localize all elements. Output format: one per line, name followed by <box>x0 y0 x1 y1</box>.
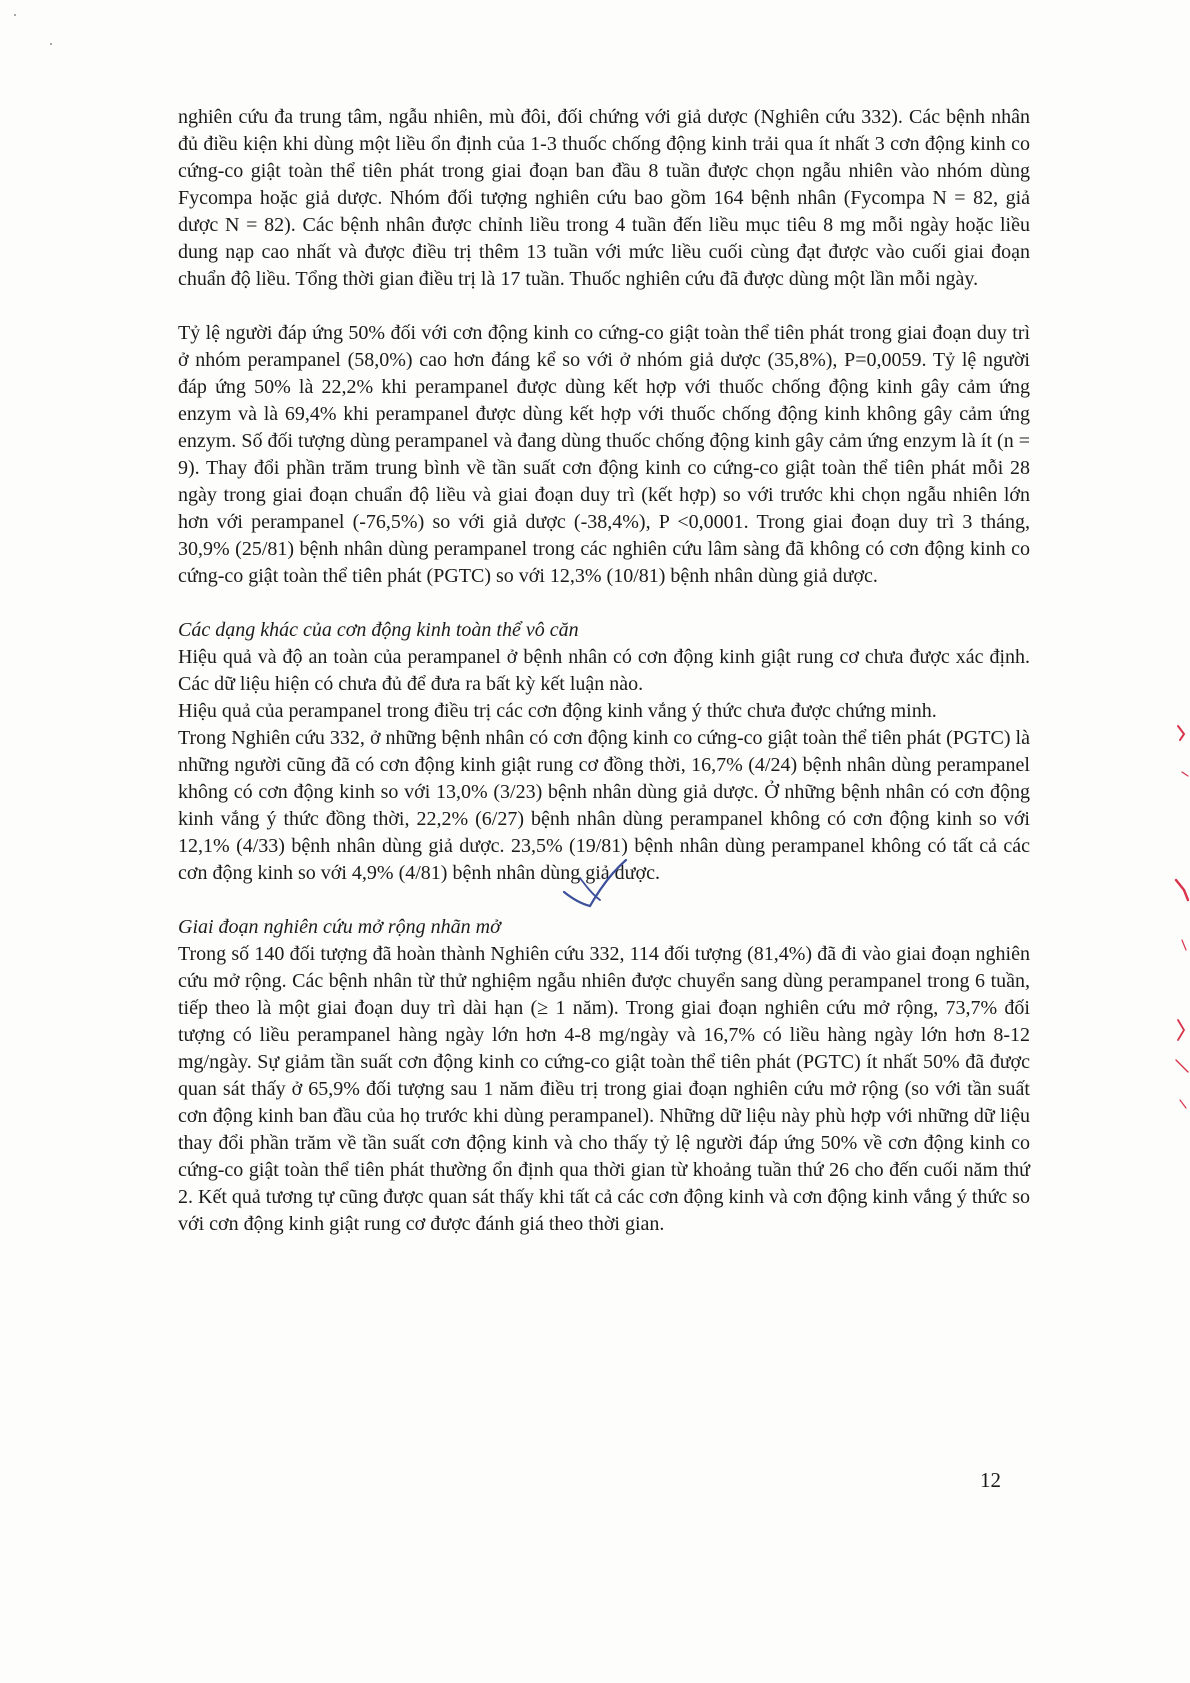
paragraph-myoclonic: Hiệu quả và độ an toàn của perampanel ở bệnh nhân có cơn động kinh giật rung cơ chưa được xác định. Các dữ liệu hiện có chưa đủ để đưa ra bất kỳ kết luận nào. <box>178 646 1030 695</box>
scan-dust-dot <box>50 43 52 45</box>
paragraph-study-design: nghiên cứu đa trung tâm, ngẫu nhiên, mù đôi, đối chứng với giả dược (Nghiên cứu 332). Các bệnh nhân đủ điều kiện khi dùng một liều ổn định của 1-3 thuốc chống động kinh trải qua ít nhất 3 cơn động kinh co cứng-co giật toàn thể tiên phát trong giai đoạn ban đầu 8 tuần được chọn ngẫu nhiên vào nhóm dùng Fycompa hoặc giả dược. Nhóm đối tượng nghiên cứu bao gồm 164 bệnh nhân (Fycompa N = 82, giả dược N = 82). Các bệnh nhân được chỉnh liều trong 4 tuần đến liều mục tiêu 8 mg mỗi ngày hoặc liều dung nạp cao nhất và được điều trị thêm 13 tuần với mức liều cuối cùng đạt được vào cuối giai đoạn chuẩn độ liều. Tổng thời gian điều trị là 17 tuần. Thuốc nghiên cứu đã được dùng một lần mỗi ngày. <box>178 106 1030 290</box>
section-heading-other-seizure-types: Các dạng khác của cơn động kinh toàn thể vô căn <box>178 619 579 641</box>
paragraph-study-332-results: Trong Nghiên cứu 332, ở những bệnh nhân có cơn động kinh co cứng-co giật toàn thể tiên phát (PGTC) là những người cũng đã có cơn động kinh giật rung cơ đồng thời, 16,7% (4/24) bệnh nhân dùng perampanel không có cơn động kinh so với 13,0% (3/23) bệnh nhân dùng giả dược. Ở những bệnh nhân có cơn động kinh vắng ý thức đồng thời, 22,2% (6/27) bệnh nhân dùng perampanel không có cơn động kinh so với 12,1% (4/33) bệnh nhân dùng giả dược. 23,5% (19/81) bệnh nhân dùng perampanel không có tất cả các cơn động kinh so với 4,9% (4/81) bệnh nhân dùng giả dược. <box>178 727 1030 884</box>
section-heading-open-label-extension: Giai đoạn nghiên cứu mở rộng nhãn mở <box>178 916 501 938</box>
paragraph-responder-rate: Tỷ lệ người đáp ứng 50% đối với cơn động kinh co cứng-co giật toàn thể tiên phát trong giai đoạn duy trì ở nhóm perampanel (58,0%) cao hơn đáng kể so với ở nhóm giả dược (35,8%), P=0,0059. Tỷ lệ người đáp ứng 50% là 22,2% khi perampanel được dùng kết hợp với thuốc chống động kinh gây cảm ứng enzym và là 69,4% khi perampanel được dùng kết hợp với thuốc chống động kinh không gây cảm ứng enzym. Số đối tượng dùng perampanel và đang dùng thuốc chống động kinh gây cảm ứng enzym là ít (n = 9). Thay đổi phần trăm trung bình về tần suất cơn động kinh co cứng-co giật toàn thể tiên phát mỗi 28 ngày trong giai đoạn chuẩn độ liều và giai đoạn duy trì (kết hợp) so với trước khi chọn ngẫu nhiên lớn hơn với perampanel (-76,5%) so với giả dược (-38,4%), P <0,0001. Trong giai đoạn duy trì 3 tháng, 30,9% (25/81) bệnh nhân dùng perampanel trong các nghiên cứu lâm sàng đã không có cơn động kinh co cứng-co giật toàn thể tiên phát (PGTC) so với 12,3% (10/81) bệnh nhân dùng giả dược. <box>178 322 1030 587</box>
paragraph-gap <box>178 590 1030 617</box>
red-edge-marks <box>1172 700 1190 1140</box>
scan-dust-dot <box>14 14 16 16</box>
paragraph-extension-results: Trong số 140 đối tượng đã hoàn thành Nghiên cứu 332, 114 đối tượng (81,4%) đã đi vào giai đoạn nghiên cứu mở rộng. Các bệnh nhân từ thử nghiệm ngẫu nhiên được chuyển sang dùng perampanel trong 6 tuần, tiếp theo là một giai đoạn duy trì dài hạn (≥ 1 năm). Trong giai đoạn nghiên cứu mở rộng, 73,7% đối tượng có liều perampanel hàng ngày lớn hơn 4-8 mg/ngày và 16,7% có liều hàng ngày lớn hơn 8-12 mg/ngày. Sự giảm tần suất cơn động kinh co cứng-co giật toàn thể tiên phát (PGTC) ít nhất 50% đã được quan sát thấy ở 65,9% đối tượng sau 1 năm điều trị trong giai đoạn nghiên cứu mở rộng (so với tần suất cơn động kinh ban đầu của họ trước khi dùng perampanel). Những dữ liệu này phù hợp với những dữ liệu thay đổi phần trăm về tần suất cơn động kinh và cho thấy tỷ lệ người đáp ứng 50% về cơn động kinh co cứng-co giật toàn thể tiên phát thường ổn định qua thời gian từ khoảng tuần thứ 26 cho đến cuối năm thứ 2. Kết quả tương tự cũng được quan sát thấy khi tất cả các cơn động kinh và cơn động kinh vắng ý thức so với cơn động kinh giật rung cơ được đánh giá theo thời gian. <box>178 943 1030 1235</box>
document-body <box>178 104 1030 1238</box>
page-number: 12 <box>980 1468 1001 1492</box>
paragraph-gap <box>178 293 1030 320</box>
pen-checkmark-annotation <box>560 858 630 910</box>
paragraph-absence: Hiệu quả của perampanel trong điều trị các cơn động kinh vắng ý thức chưa được chứng minh. <box>178 700 937 722</box>
